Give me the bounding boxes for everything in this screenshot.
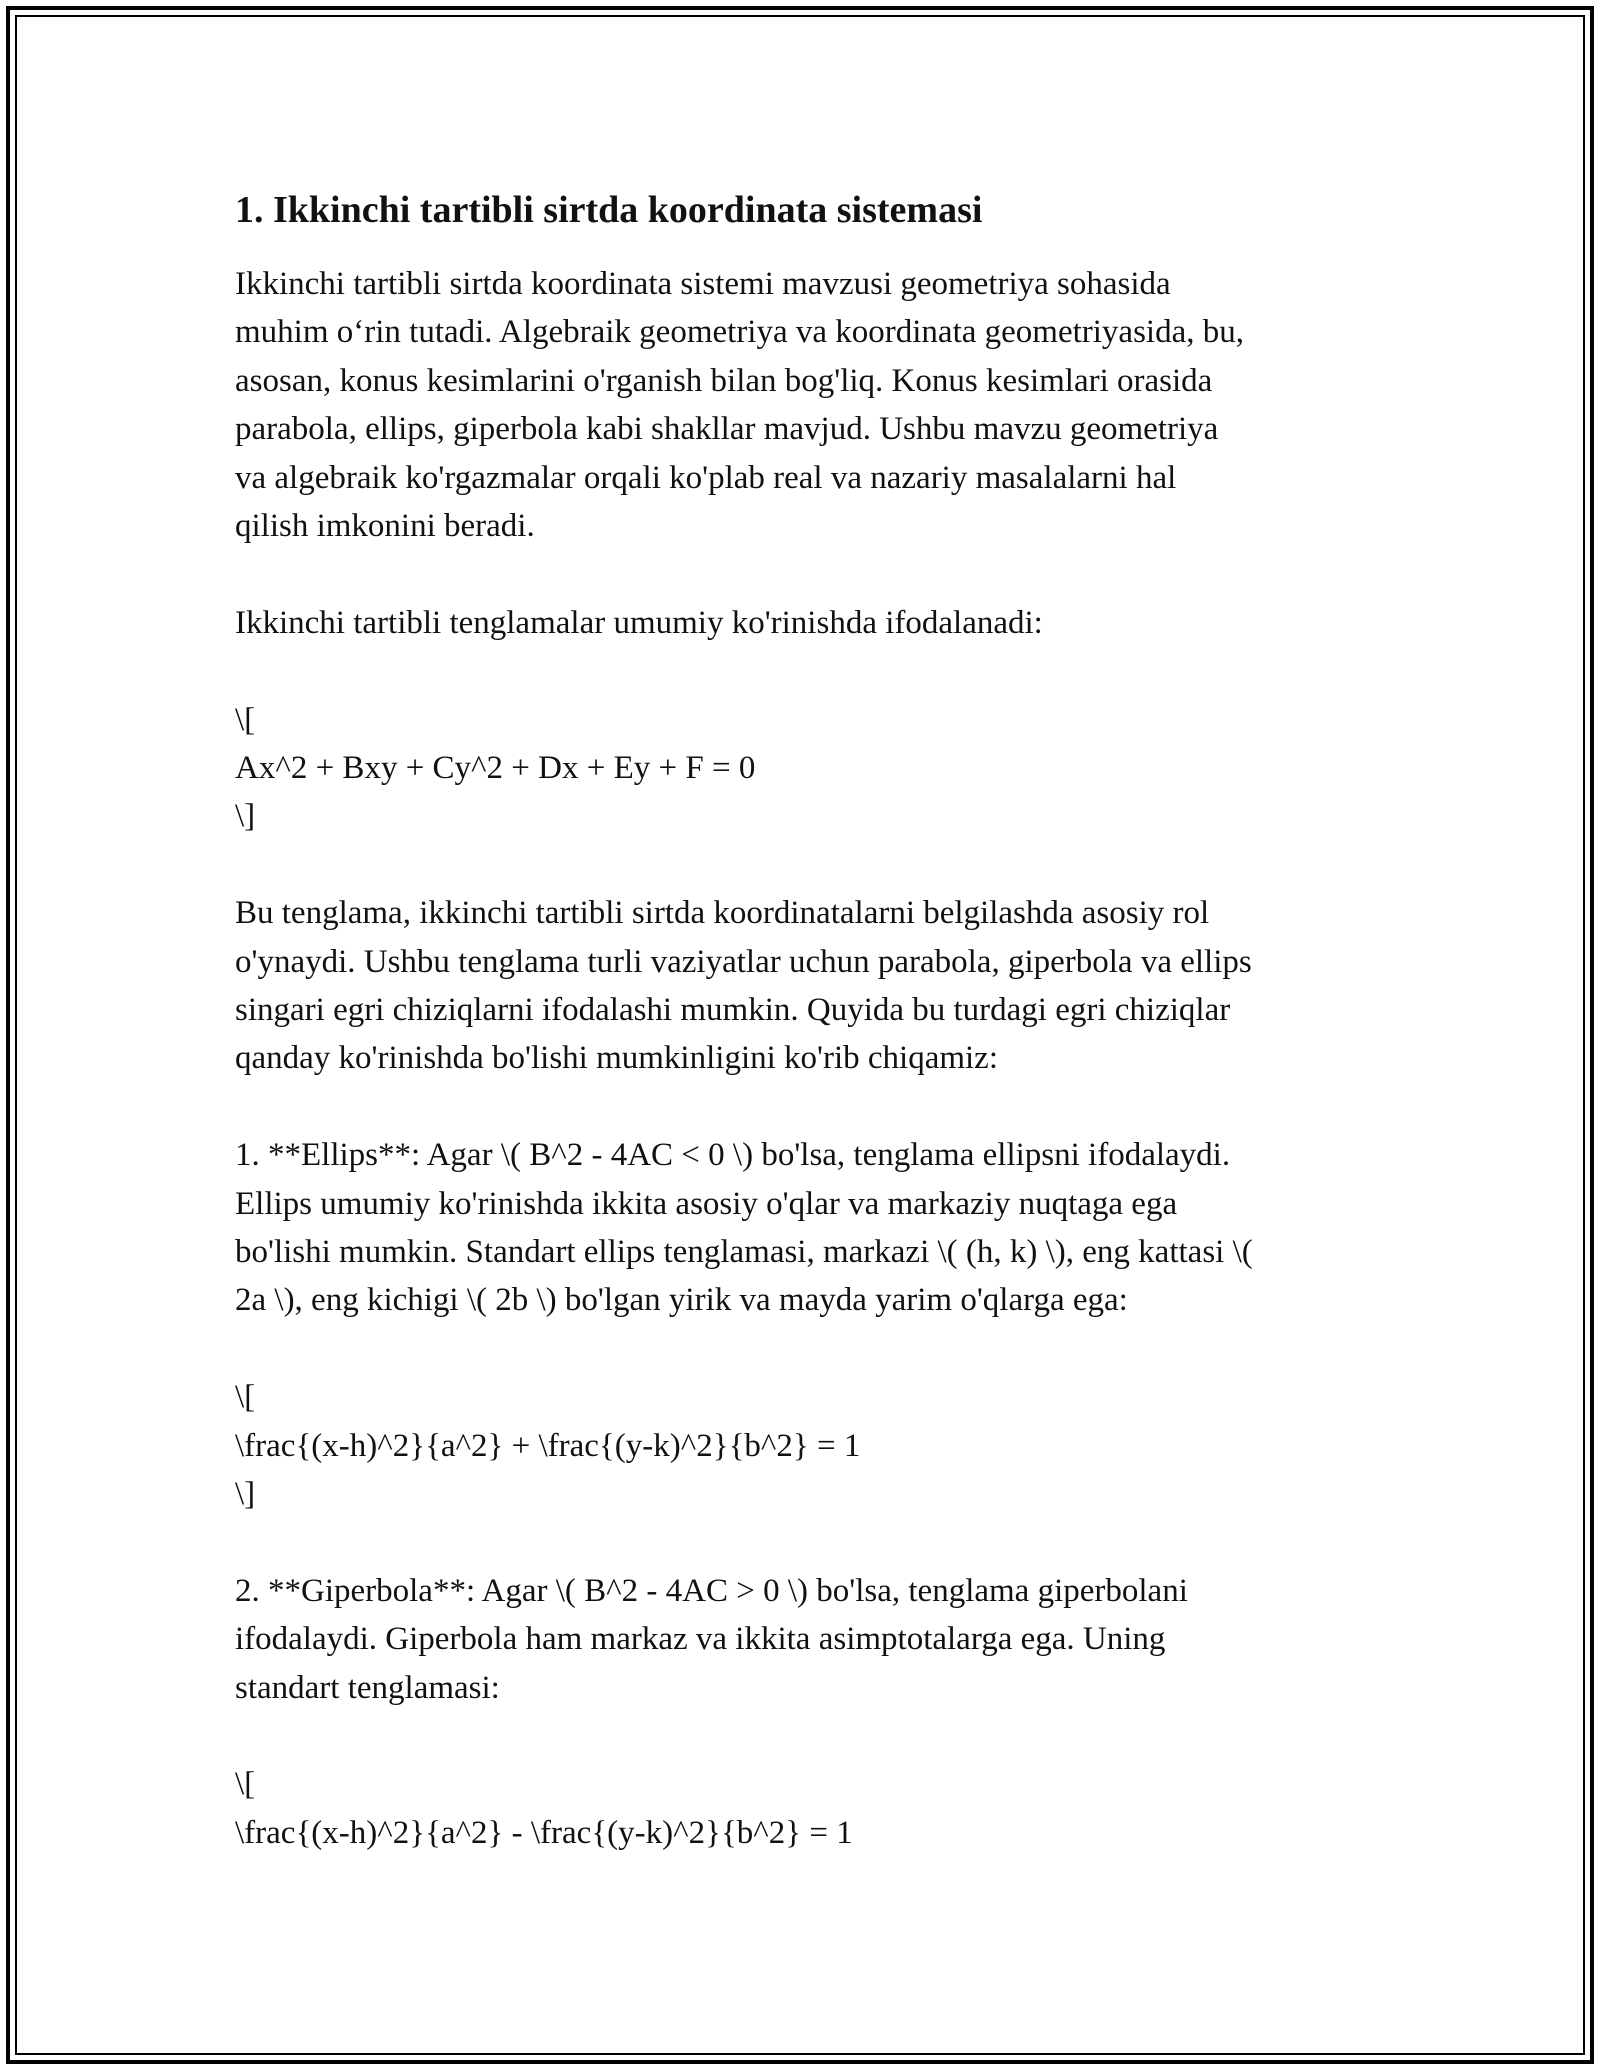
equation-open-delimiter: \[: [235, 1379, 256, 1416]
hyperbola-equation: \frac{(x-h)^2}{a^2} - \frac{(y-k)^2}{b^2} = 1: [235, 1814, 853, 1851]
ellipse-paragraph: 1. **Ellips**: Agar \( B^2 - 4AC < 0 \) bo'lsa, tenglama ellipsni ifodalaydi. Ellips umumiy ko'rinishda ikkita asosiy o'qlar va markaziy nuqtaga ega bo'lishi mumkin. Standart ellips tenglamasi, markazi \( (h, k) \), eng kattasi \( 2a \), eng kichigi \( 2b \) bo'lgan yirik va mayda yarim o'qlarga ega:: [235, 1137, 1253, 1319]
hyperbola-paragraph: 2. **Giperbola**: Agar \( B^2 - 4AC > 0 \) bo'lsa, tenglama giperbolani ifodalaydi. Giperbola ham markaz va ikkita asimptotalarga ega. Uning standart tenglamasi:: [235, 1572, 1188, 1706]
intro-paragraph: Ikkinchi tartibli sirtda koordinata sistemi mavzusi geometriya sohasida muhim o‘rin tutadi. Algebraik geometriya va koordinata geometriyasida, bu, asosan, konus kesimlarini o'rganish bilan bog'liq. Konus kesimlari orasida parabola, ellips, giperbola kabi shakllar mavjud. Ushbu mavzu geometriya va algebraik ko'rgazmalar orqali ko'plab real va nazariy masalalarni hal qilish imkonini beradi.: [235, 266, 1244, 545]
explanation-paragraph: Bu tenglama, ikkinchi tartibli sirtda koordinatalarni belgilashda asosiy rol o'ynaydi. Ushbu tenglama turli vaziyatlar uchun parabola, giperbola va ellips singari egri chiziqlarni ifodalashi mumkin. Quyida bu turdagi egri chiziqlar qanday ko'rinishda bo'lishi mumkinligini ko'rib chiqamiz:: [235, 895, 1252, 1077]
general-equation: Ax^2 + Bxy + Cy^2 + Dx + Ey + F = 0: [235, 750, 756, 787]
equation-close-delimiter: \]: [235, 798, 256, 835]
equation-open-delimiter: \[: [235, 1766, 256, 1803]
document-body: [235, 186, 1395, 1857]
equation-close-delimiter: \]: [235, 1476, 256, 1513]
page-title: 1. Ikkinchi tartibli sirtda koordinata sistemasi: [235, 189, 983, 231]
ellipse-equation: \frac{(x-h)^2}{a^2} + \frac{(y-k)^2}{b^2} = 1: [235, 1427, 861, 1464]
hyperbola-equation-block: [235, 1760, 1395, 1857]
ellipse-equation-block: [235, 1373, 1395, 1518]
equation-open-delimiter: \[: [235, 701, 256, 738]
general-form-intro: Ikkinchi tartibli tenglamalar umumiy ko'rinishda ifodalanadi:: [235, 604, 1043, 641]
general-equation-block: [235, 696, 1395, 841]
